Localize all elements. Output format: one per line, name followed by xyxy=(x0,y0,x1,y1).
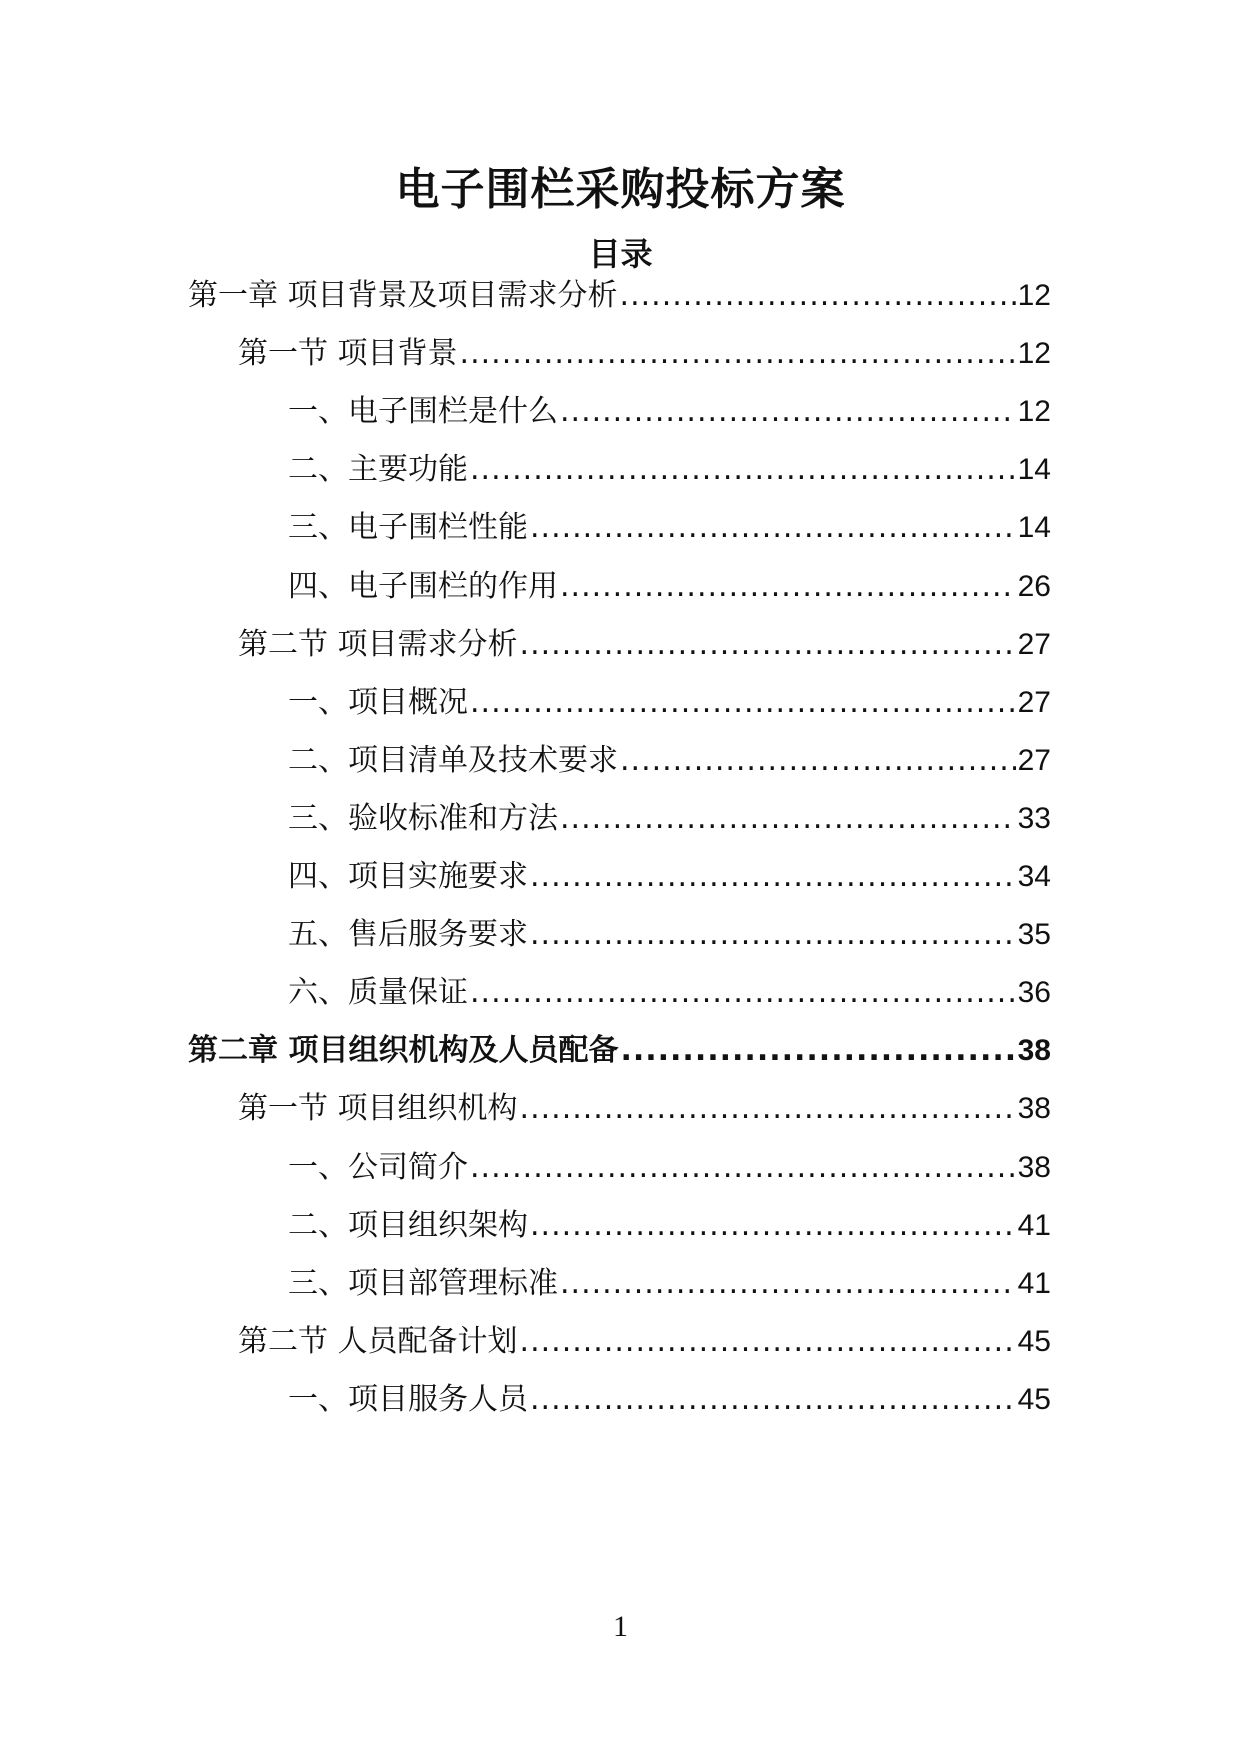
toc-dot-leader xyxy=(520,622,1016,668)
toc-entry-label: 第二章 项目组织机构及人员配备 xyxy=(188,1033,619,1069)
toc-entry[interactable] xyxy=(238,1319,1051,1365)
toc-dot-leader xyxy=(470,1145,1016,1191)
toc-entry[interactable] xyxy=(288,1261,1051,1307)
toc-dot-leader xyxy=(530,505,1016,551)
toc-entry-label: 二、项目清单及技术要求 xyxy=(288,742,618,778)
toc-entry-page: 41 xyxy=(1017,1208,1051,1242)
toc-entry[interactable] xyxy=(288,1377,1051,1423)
toc-entry[interactable] xyxy=(288,738,1051,784)
document-title: 电子围栏采购投标方案 xyxy=(395,164,846,215)
toc-entry-page: 34 xyxy=(1017,860,1051,893)
toc-entry-page: 45 xyxy=(1017,1382,1051,1416)
toc-dot-leader xyxy=(470,447,1016,493)
toc-entry-label: 第一节 项目组织机构 xyxy=(238,1091,518,1127)
toc-entry-page: 12 xyxy=(1017,337,1051,371)
toc-entry-label: 二、项目组织架构 xyxy=(288,1207,528,1243)
toc-entry[interactable] xyxy=(288,796,1051,842)
toc-entry[interactable] xyxy=(288,854,1051,900)
toc-entry-page: 33 xyxy=(1017,801,1051,835)
toc-dot-leader xyxy=(620,1028,1015,1074)
toc-entry-page: 36 xyxy=(1017,976,1051,1010)
toc-entry-label: 三、项目部管理标准 xyxy=(288,1265,558,1301)
toc-entry-page: 12 xyxy=(1017,279,1051,312)
toc-entry-page: 27 xyxy=(1017,685,1051,719)
toc-entry-label: 三、验收标准和方法 xyxy=(288,800,558,836)
toc-dot-leader xyxy=(560,796,1016,842)
page-number: 1 xyxy=(613,1610,628,1643)
toc-dot-leader xyxy=(620,273,1016,319)
toc-entry-label: 四、电子围栏的作用 xyxy=(288,568,558,604)
toc-dot-leader xyxy=(530,912,1016,958)
toc-entry-label: 一、公司简介 xyxy=(288,1149,468,1185)
toc-dot-leader xyxy=(530,1377,1016,1423)
toc-entry[interactable] xyxy=(238,1086,1051,1132)
toc-dot-leader xyxy=(520,1086,1016,1132)
toc-entry-label: 一、电子围栏是什么 xyxy=(288,394,558,430)
toc-dot-leader xyxy=(520,1319,1016,1365)
toc-entry-label: 一、项目服务人员 xyxy=(288,1381,528,1417)
toc-heading: 目录 xyxy=(588,235,653,273)
toc-entry[interactable] xyxy=(188,273,1051,319)
toc-entry[interactable] xyxy=(188,1028,1051,1074)
toc-entry-page: 12 xyxy=(1017,395,1051,429)
toc-entry[interactable] xyxy=(288,1203,1051,1249)
toc-entry-page: 38 xyxy=(1017,1092,1051,1126)
toc-dot-leader xyxy=(470,970,1016,1016)
toc-entry-label: 第一章 项目背景及项目需求分析 xyxy=(188,278,618,313)
toc-entry-label: 第二节 项目需求分析 xyxy=(238,626,518,662)
toc-dot-leader xyxy=(530,1203,1016,1249)
toc-dot-leader xyxy=(560,1261,1016,1307)
toc-entry-label: 第二节 人员配备计划 xyxy=(238,1323,518,1359)
toc-entry[interactable] xyxy=(288,447,1051,493)
toc-entry-page: 35 xyxy=(1017,918,1051,952)
toc-entry-page: 27 xyxy=(1017,627,1051,661)
toc-entry[interactable] xyxy=(238,622,1051,668)
toc-entry-label: 五、售后服务要求 xyxy=(288,917,528,953)
toc-entry-page: 27 xyxy=(1017,743,1051,777)
toc-entry[interactable] xyxy=(288,564,1051,610)
toc-entry[interactable] xyxy=(288,389,1051,435)
toc-entry[interactable] xyxy=(238,331,1051,377)
toc-entry-label: 六、质量保证 xyxy=(288,975,468,1011)
toc-entry[interactable] xyxy=(288,505,1051,551)
toc-dot-leader xyxy=(560,389,1016,435)
toc-entry-page: 26 xyxy=(1017,569,1051,603)
toc-entry-page: 14 xyxy=(1017,453,1051,487)
toc-entry-label: 三、电子围栏性能 xyxy=(288,510,528,546)
toc-entry-page: 38 xyxy=(1017,1150,1051,1184)
toc-entry[interactable] xyxy=(288,680,1051,726)
toc-dot-leader xyxy=(470,680,1016,726)
toc-entry-page: 41 xyxy=(1017,1266,1051,1300)
toc-entry-label: 四、项目实施要求 xyxy=(288,859,528,894)
toc-entry-label: 一、项目概况 xyxy=(288,684,468,720)
toc-dot-leader xyxy=(560,564,1016,610)
toc-entry-page: 45 xyxy=(1017,1324,1051,1358)
toc-entry[interactable] xyxy=(288,1145,1051,1191)
toc-entry[interactable] xyxy=(288,912,1051,958)
toc-entry[interactable] xyxy=(288,970,1051,1016)
toc-entry-label: 第一节 项目背景 xyxy=(238,336,458,372)
toc-dot-leader xyxy=(460,331,1016,377)
toc-dot-leader xyxy=(620,738,1016,784)
toc-entry-page: 38 xyxy=(1017,1034,1051,1068)
toc-dot-leader xyxy=(530,854,1016,900)
toc-entry-page: 14 xyxy=(1017,511,1051,545)
toc-entry-label: 二、主要功能 xyxy=(288,452,468,488)
